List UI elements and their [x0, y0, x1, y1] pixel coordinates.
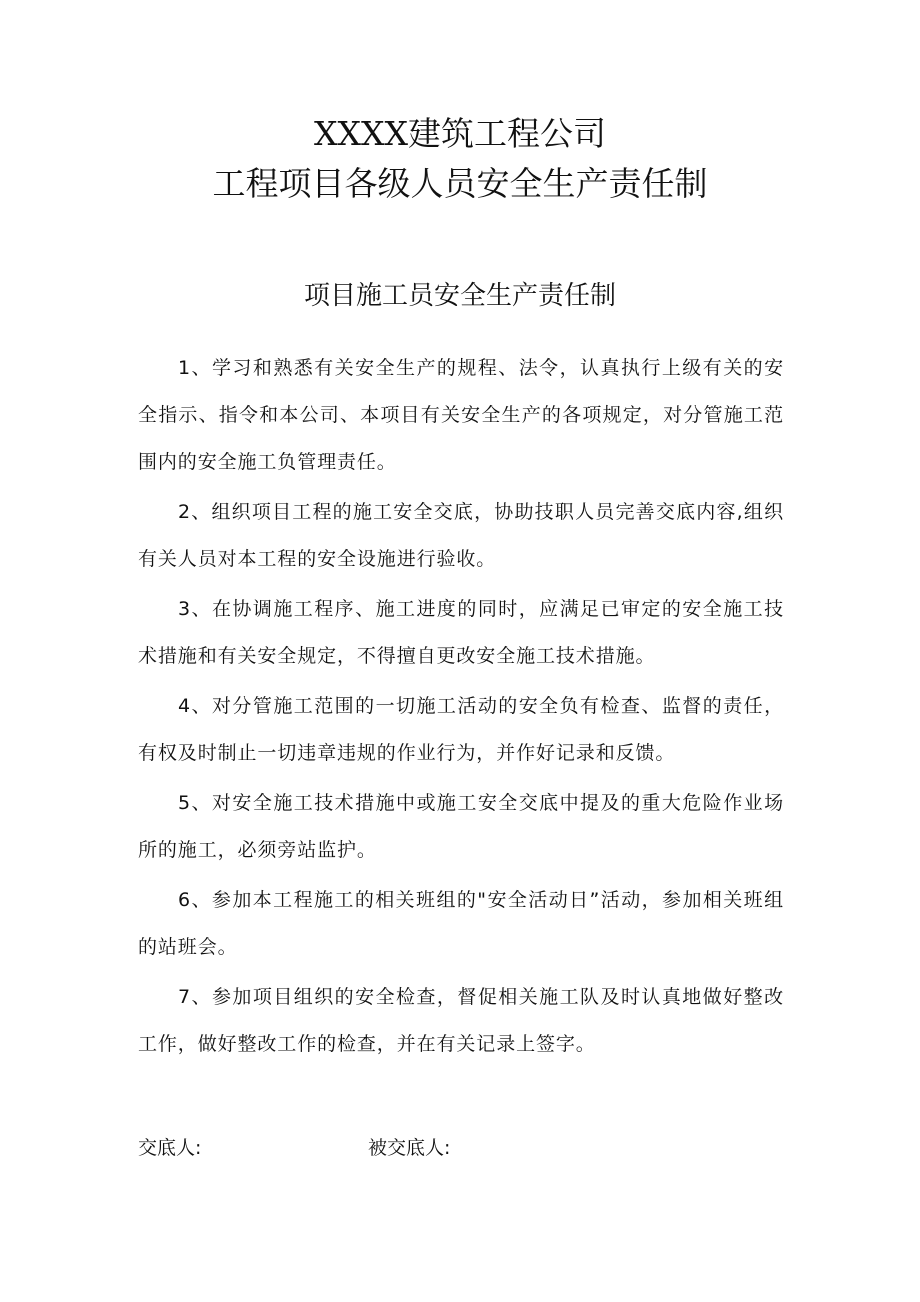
section-title: 项目施工员安全生产责任制: [303, 281, 616, 311]
responsibility-item-2: 2、组织项目工程的施工安全交底，协助技职人员完善交底内容,组织有关人员对本工程的安全设施进行验收。: [138, 501, 784, 570]
responsibility-item-4: 4、对分管施工范围的一切施工活动的安全负有检查、监督的责任，有权及时制止一切违章违规的作业行为，并作好记录和反馈。: [138, 695, 784, 764]
responsibility-list: [138, 345, 784, 1071]
document-title: 工程项目各级人员安全生产责任制: [212, 164, 708, 203]
responsibility-item-5: 5、对安全施工技术措施中或施工安全交底中提及的重大危险作业场所的施工，必须旁站监护。: [138, 792, 784, 861]
company-title: XXXX建筑工程公司: [314, 114, 606, 153]
receiver-label: 被交底人:: [368, 1137, 451, 1159]
signature-line: [138, 1130, 784, 1166]
responsibility-item-1: 1、学习和熟悉有关安全生产的规程、法令，认真执行上级有关的安全指示、指令和本公司、本项目有关安全生产的各项规定，对分管施工范围内的安全施工负管理责任。: [138, 357, 784, 473]
responsibility-item-7: 7、参加项目组织的安全检查，督促相关施工队及时认真地做好整改工作，做好整改工作的检查，并在有关记录上签字。: [138, 986, 784, 1055]
responsibility-item-3: 3、在协调施工程序、施工进度的同时，应满足已审定的安全施工技术措施和有关安全规定，不得擅自更改安全施工技术措施。: [138, 598, 784, 667]
responsibility-item-6: 6、参加本工程施工的相关班组的"安全活动日”活动，参加相关班组的站班会。: [138, 889, 784, 958]
presenter-label: 交底人:: [138, 1137, 202, 1159]
